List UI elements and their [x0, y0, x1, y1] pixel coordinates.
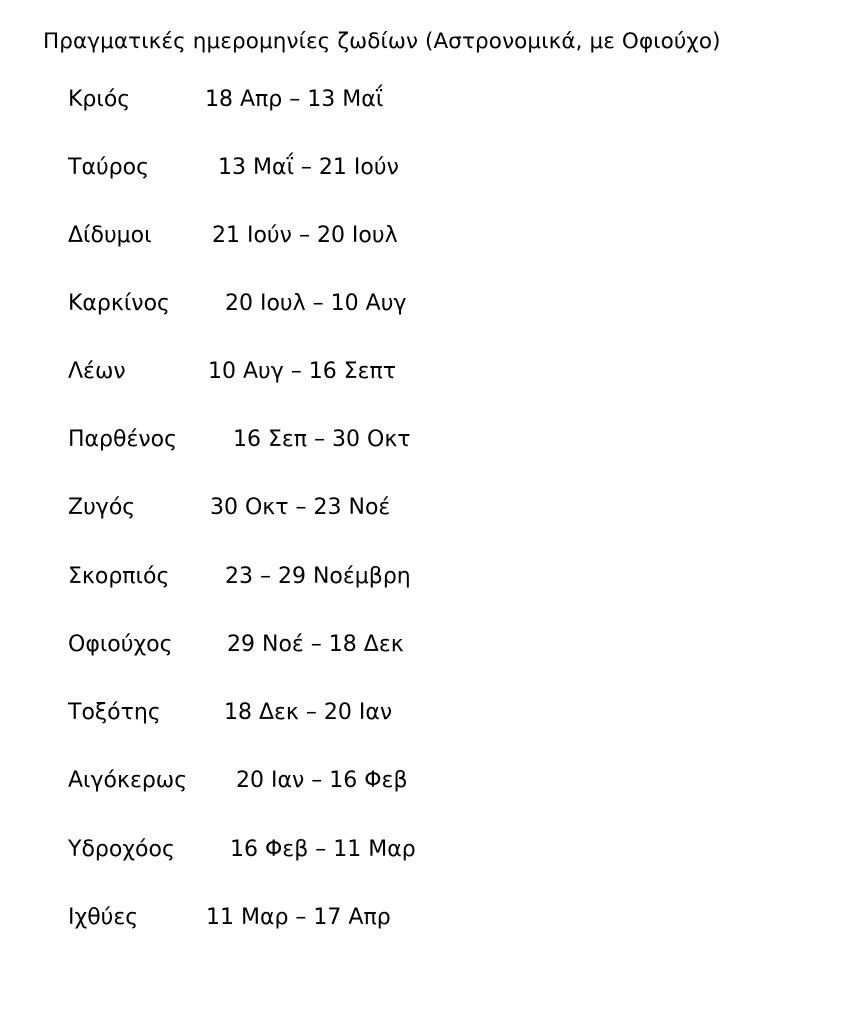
sign-dates: 18 Απρ – 13 Μαΐ	[205, 87, 384, 112]
page-title: Πραγματικές ημερομηνίες ζωδίων (Αστρονομικά, με Οφιούχο)	[43, 29, 721, 54]
zodiac-row	[0, 221, 853, 251]
sign-name: Παρθένος	[68, 427, 178, 452]
zodiac-row	[0, 493, 853, 523]
zodiac-row	[0, 766, 853, 796]
sign-name: Τοξότης	[68, 700, 161, 725]
sign-dates: 16 Σεπ – 30 Οκτ	[233, 427, 411, 452]
zodiac-row	[0, 85, 853, 115]
sign-dates: 11 Μαρ – 17 Απρ	[206, 905, 391, 930]
sign-name: Κριός	[68, 87, 131, 112]
zodiac-row	[0, 425, 853, 455]
sign-dates: 23 – 29 Νοέμβρη	[225, 564, 411, 589]
sign-name: Δίδυμοι	[68, 223, 152, 248]
zodiac-row	[0, 153, 853, 183]
sign-dates: 29 Νοέ – 18 Δεκ	[227, 632, 404, 657]
zodiac-row	[0, 562, 853, 592]
zodiac-row	[0, 903, 853, 933]
sign-name: Υδροχόος	[68, 837, 175, 862]
sign-dates: 30 Οκτ – 23 Νοέ	[210, 495, 391, 520]
sign-name: Λέων	[68, 359, 126, 384]
sign-name: Ζυγός	[68, 495, 136, 520]
sign-name: Σκορπιός	[68, 564, 170, 589]
sign-dates: 20 Ιουλ – 10 Αυγ	[225, 291, 407, 316]
zodiac-row	[0, 289, 853, 319]
sign-name: Ταύρος	[68, 155, 150, 180]
zodiac-row	[0, 630, 853, 660]
sign-name: Αιγόκερως	[68, 768, 188, 793]
sign-dates: 21 Ιούν – 20 Ιουλ	[212, 223, 398, 248]
sign-dates: 18 Δεκ – 20 Ιαν	[224, 700, 393, 725]
sign-name: Οφιούχος	[68, 632, 173, 657]
sign-dates: 16 Φεβ – 11 Μαρ	[230, 837, 416, 862]
sign-dates: 13 Μαΐ – 21 Ιούν	[218, 155, 399, 180]
zodiac-row	[0, 835, 853, 865]
sign-name: Ιχθύες	[68, 905, 139, 930]
sign-dates: 20 Ιαν – 16 Φεβ	[236, 768, 408, 793]
zodiac-row	[0, 698, 853, 728]
sign-dates: 10 Αυγ – 16 Σεπτ	[208, 359, 397, 384]
zodiac-row	[0, 357, 853, 387]
sign-name: Καρκίνος	[68, 291, 170, 316]
